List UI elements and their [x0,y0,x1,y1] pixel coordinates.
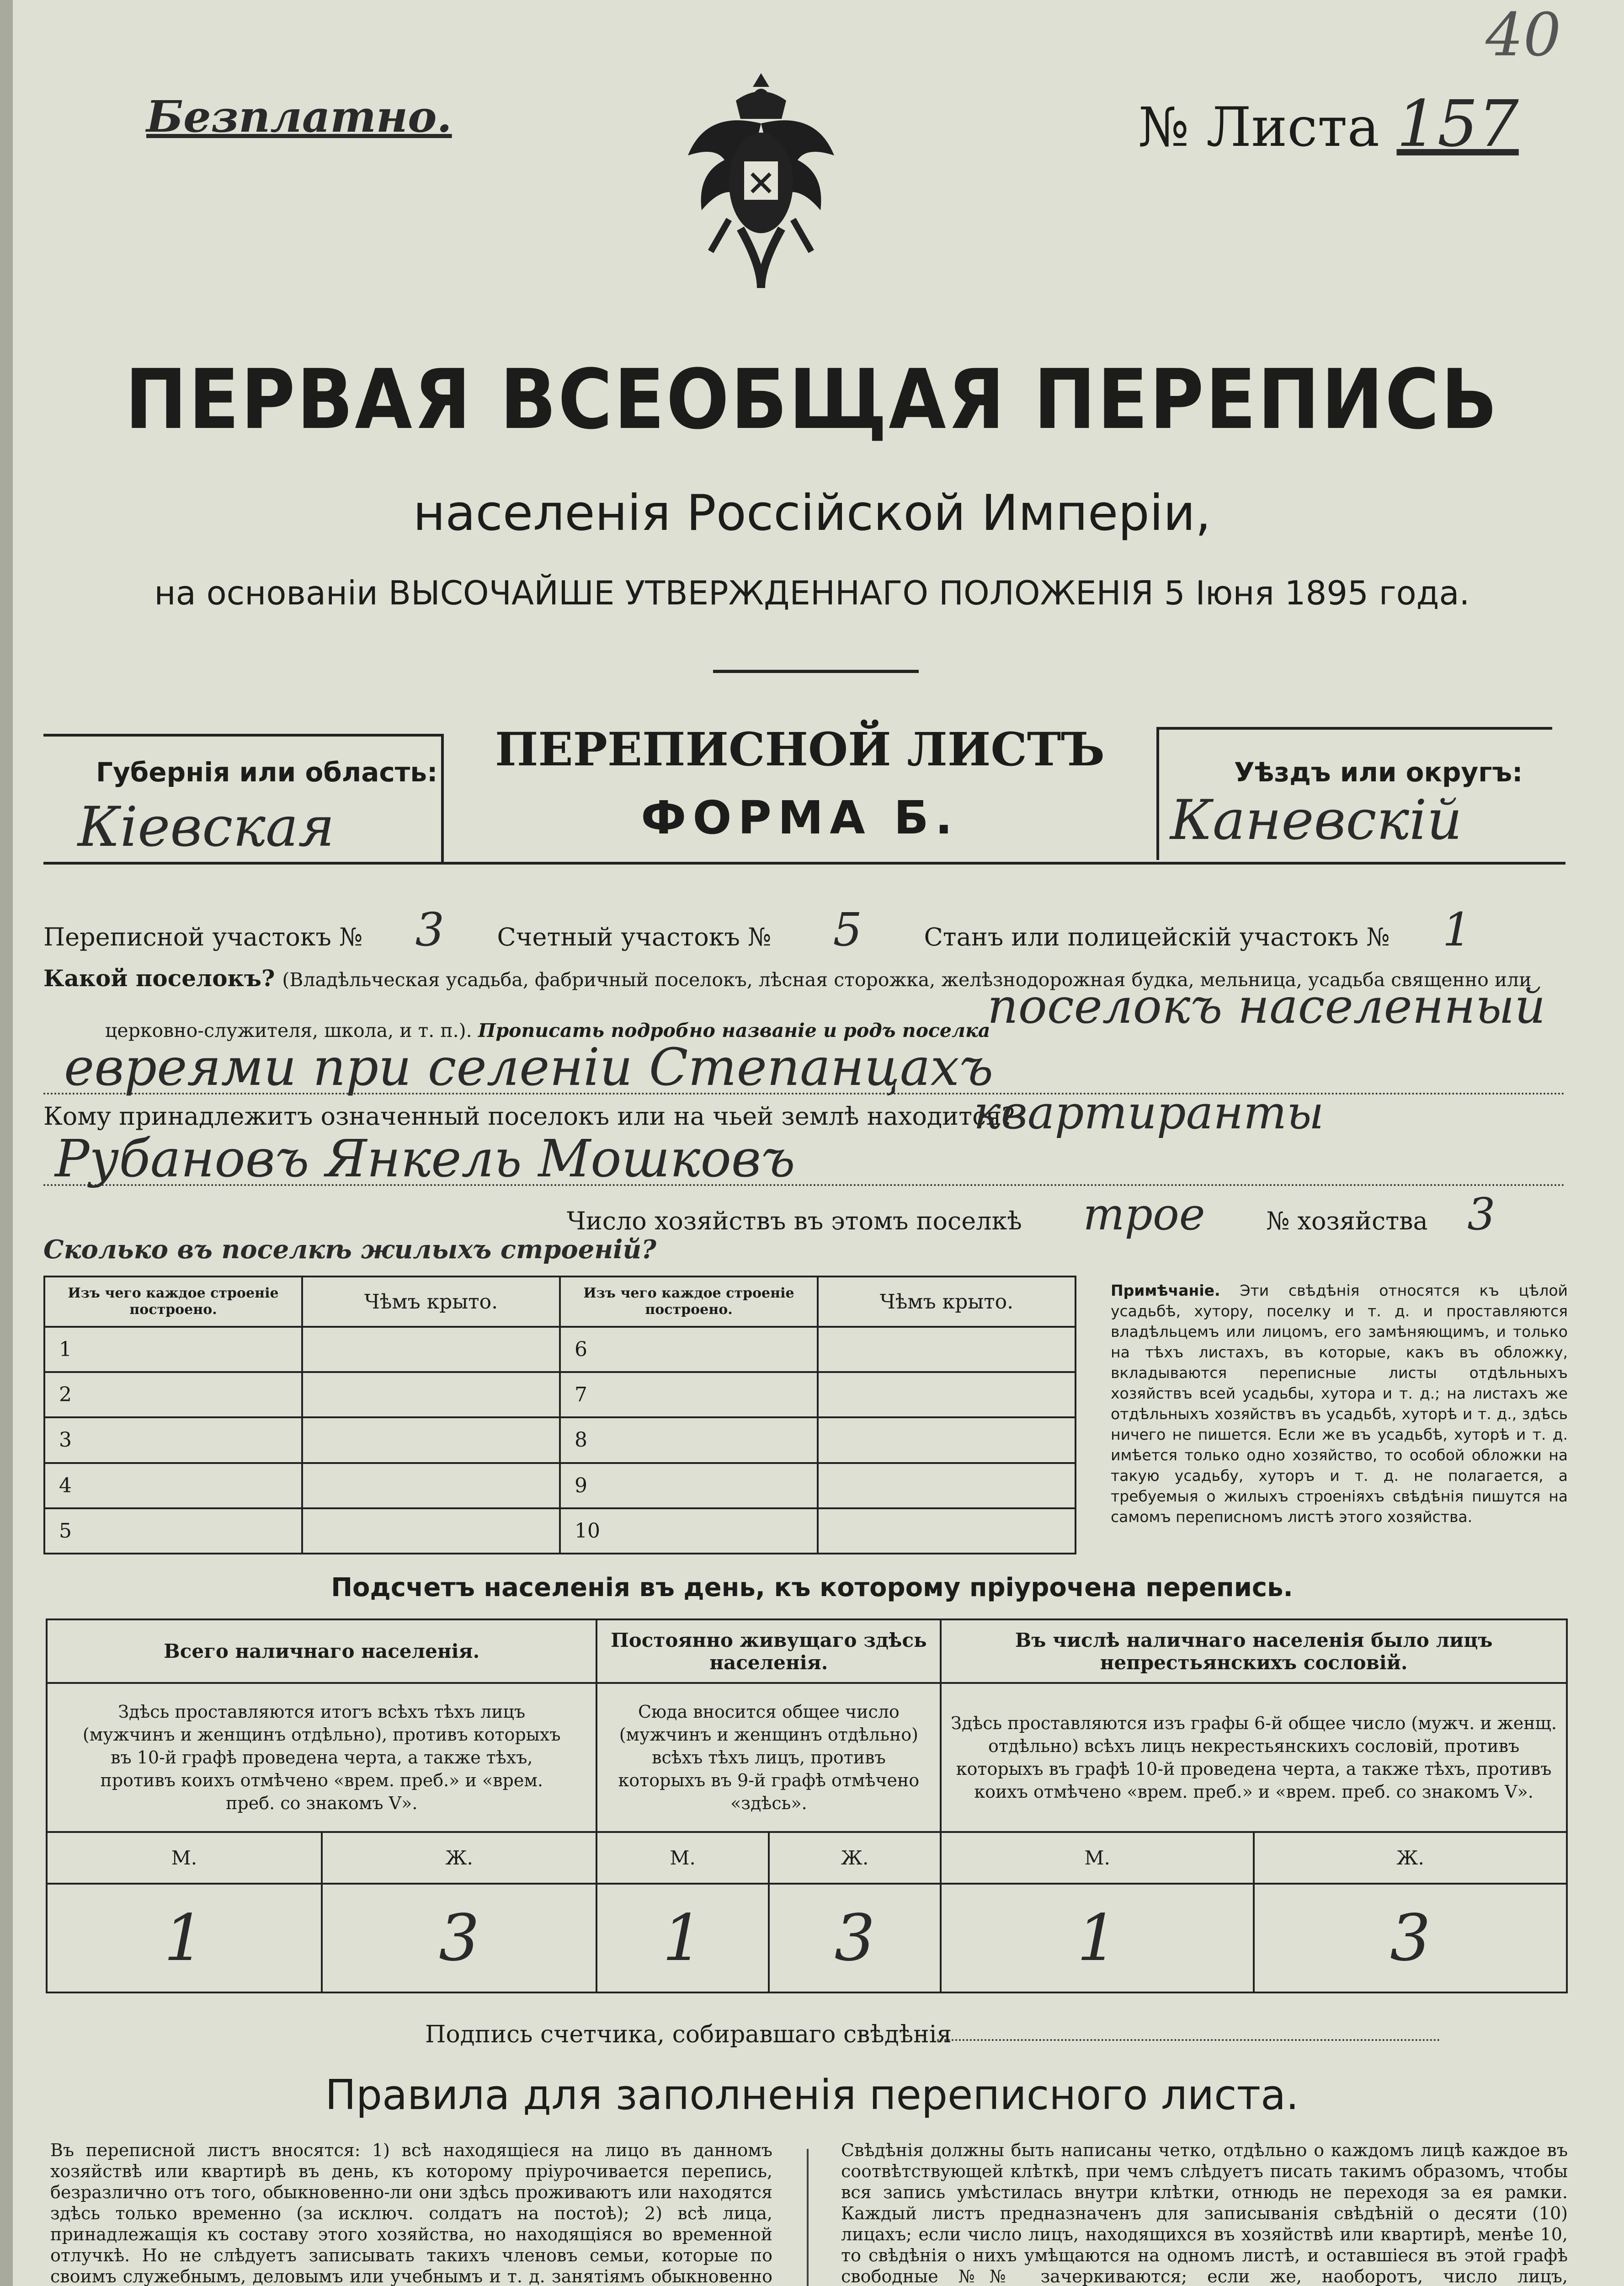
rules-left-column: Въ переписной листъ вносятся: 1) всѣ находящіеся на лицо въ данномъ хозяйствѣ или квартирѣ въ день, къ которому пріурочивается перепись, безразлично отъ того, обыкновенно-ли они здѣсь проживаютъ или находятся здѣсь только временно (за исключ. солдатъ на постоѣ); 2) всѣ лица, принадлежащія къ составу этого хозяйства, но находящіяся во временной отлучкѣ. Но не слѣдуетъ записывать такихъ членовъ семьи, которые по своимъ служебнымъ, деловымъ или учебнымъ и т. д. занятіямъ обыкновенно [50,2140,772,2286]
households-value: трое [1083,1189,1205,1240]
non-peasant-female: 3 [1254,1884,1567,1992]
sheet-no-label: № Листа [1138,96,1380,159]
non-peasant-header: Въ числѣ наличнаго населенія было лицъ непрестьянскихъ сословій. [941,1619,1567,1683]
count-district-label: Счетный участокъ № [497,923,772,951]
census-district-value: 3 [415,903,445,956]
households-line [567,1189,1527,1240]
building-roof-header-2: Чѣмъ крыто. [818,1277,1076,1327]
title-separator [713,670,919,673]
building-roof-cell [302,1463,560,1508]
building-roof-cell [818,1327,1076,1372]
settlement-hint-1: (Владѣльческая усадьба, фабричный поселокъ, лѣсная сторожка, желѣзнодорожная будка, мельница, усадьба священно или [282,969,1532,991]
signature-label: Подпись счетчика, собиравшаго свѣдѣнія [425,2021,952,2048]
census-district-label: Переписной участокъ № [43,923,363,951]
form-title: ПЕРЕПИСНОЙ ЛИСТЪ [495,722,1105,776]
building-roof-header: Чѣмъ крыто. [302,1277,560,1327]
building-roof-cell [302,1372,560,1417]
note-text: Эти свѣдѣнія относятся къ цѣлой усадьбѣ, хутору, поселку и т. д. и проставляются владѣльцемъ или лицомъ, его замѣняющимъ, и только на тѣхъ листахъ, въ которые, какъ въ обложку, вкладываются переписные листы отдѣльныхъ хозяйствъ всей усадьбы, хутора и т. д.; на листахъ же отдѣльныхъ хозяйствъ въ усадьбѣ, хуторѣ и т. д., здѣсь ничего не пишется. Если же въ усадьбѣ, хуторѣ и т. д. имѣется только одно хозяйство, то особой обложки на такую усадьбу, хуторъ и т. д. не полагается, а требуемыя о жилыхъ строеніяхъ свѣдѣнія пишутся на самомъ переписномъ листѣ этого хозяйства. [1111,1282,1568,1526]
building-roof-cell [818,1463,1076,1508]
building-row-number: 1 [44,1327,302,1372]
building-roof-cell [818,1417,1076,1463]
owner-underline [43,1184,1565,1186]
district-line [43,903,1517,956]
building-roof-cell [302,1327,560,1372]
building-row [44,1463,1076,1508]
total-present-male: 1 [47,1884,322,1992]
permanent-female: 3 [769,1884,941,1992]
stan-label: Станъ или полицейскій участокъ № [924,923,1390,951]
count-district-value: 5 [833,903,863,956]
building-row-number: 3 [44,1417,302,1463]
permanent-male: 1 [596,1884,768,1992]
rules-right-column: Свѣдѣнія должны быть написаны четко, отдѣльно о каждомъ лицѣ каждое въ соотвѣтствующей клѣткѣ, при чемъ слѣдуетъ писать такимъ образомъ, чтобы вся запись умѣстилась внутри клѣтки, отнюдь не переходя за ея рамки. Каждый листъ предназначенъ для записыванія свѣдѣній о десяти (10) лицахъ; если число лицъ, находящихся въ хозяйствѣ или квартирѣ, менѣе 10, то свѣдѣнія о нихъ умѣщаются на одномъ листѣ, и оставшіеся въ этой графѣ свободные №№ зачеркиваются; если же, наоборотъ, число лицъ, [841,2140,1568,2286]
building-roof-cell [818,1508,1076,1554]
signature-line [937,2039,1440,2041]
population-count-table [46,1618,1568,1993]
building-row [44,1417,1076,1463]
total-present-female: 3 [322,1884,597,1992]
non-peasant-male: 1 [941,1884,1254,1992]
free-label: Безплатно. [146,91,452,142]
stan-value: 1 [1442,903,1472,956]
buildings-table [43,1276,1076,1554]
non-peasant-desc: Здѣсь проставляются изъ графы 6-й общее число (мужч. и женщ. отдѣльно) всѣхъ лицъ некрестьянскихъ сословій, противъ которыхъ въ графѣ 10-й проведена черта, а также тѣхъ, противъ коихъ отмѣчено «врем. преб.» и «врем. преб. со знакомъ V». [941,1683,1567,1832]
page-edge-shadow [0,0,13,2286]
total-present-header: Всего наличнаго населенія. [47,1619,596,1683]
building-row-number: 7 [560,1372,818,1417]
owner-value-1: квартиранты [974,1086,1324,1139]
female-header: Ж. [1254,1832,1567,1884]
building-row-number: 9 [560,1463,818,1508]
male-header: М. [596,1832,768,1884]
buildings-label: Сколько въ поселкѣ жилыхъ строеній? [43,1234,656,1265]
settlement-hint-3: Прописать подробно названіе и родъ поселка [478,1020,990,1042]
building-row-number: 10 [560,1508,818,1554]
header-rule [43,862,1565,865]
building-row-number: 5 [44,1508,302,1554]
corner-number: 40 [1486,0,1561,69]
total-present-desc: Здѣсь проставляются итогъ всѣхъ тѣхъ лицъ (мужчинъ и женщинъ отдѣльно), противъ которыхъ въ 10-й графѣ проведена черта, а также тѣхъ, противъ коихъ отмѣчено «врем. преб.» и «врем. преб. со знакомъ V». [47,1683,596,1832]
settlement-value-2: евреями при селеніи Степанцахъ [64,1038,994,1097]
households-label: Число хозяйствъ въ этомъ поселкѣ [567,1207,1022,1235]
building-row [44,1508,1076,1554]
sheet-no-value: 157 [1396,87,1519,161]
female-header: Ж. [769,1832,941,1884]
female-header: Ж. [322,1832,597,1884]
guberniya-label: Губернія или область: [96,757,438,788]
uezd-value: Каневскій [1170,789,1462,852]
permanent-header: Постоянно живущаго здѣсь населенія. [596,1619,941,1683]
building-roof-cell [302,1508,560,1554]
building-row [44,1327,1076,1372]
sheet-number [1138,87,1519,161]
male-header: М. [941,1832,1254,1884]
building-roof-cell [818,1372,1076,1417]
imperial-eagle-emblem [686,64,836,293]
building-material-header: Изъ чего каждое строеніе построено. [44,1277,302,1327]
count-title: Подсчетъ населенія въ день, къ которому пріурочена перепись. [331,1573,1293,1602]
settlement-label: Какой поселокъ? [43,965,275,992]
settlement-value-1: поселокъ населенный [987,978,1546,1034]
permanent-desc: Сюда вносится общее число (мужчинъ и женщинъ отдѣльно) всѣхъ тѣхъ лицъ, противъ которыхъ въ 9-й графѣ отмѣчено «здѣсь». [596,1683,941,1832]
male-header: М. [47,1832,322,1884]
census-title: ПЕРВАЯ ВСЕОБЩАЯ ПЕРЕПИСЬ [125,352,1499,448]
building-row-number: 8 [560,1417,818,1463]
building-row [44,1372,1076,1417]
building-row-number: 2 [44,1372,302,1417]
building-row-number: 4 [44,1463,302,1508]
note-title: Примѣчаніе. [1111,1282,1220,1299]
legal-basis: на основаніи ВЫСОЧАЙШЕ УТВЕРЖДЕННАГО ПОЛОЖЕНІЯ 5 Іюня 1895 года. [154,574,1470,612]
household-no-label: № хозяйства [1266,1207,1428,1235]
owner-value-2: Рубановъ Янкель Мошковъ [55,1129,795,1189]
guberniya-value: Кіевская [78,796,335,859]
buildings-note [1111,1280,1568,1527]
settlement-hint-2: церковно-служителя, школа, и т. п.). [105,1020,472,1042]
household-no-value: 3 [1467,1189,1496,1240]
building-material-header-2: Изъ чего каждое строеніе построено. [560,1277,818,1327]
rules-title: Правила для заполненія переписного листа. [325,2071,1299,2119]
settlement-underline [43,1093,1565,1095]
uezd-label: Уѣздъ или округъ: [1234,757,1523,788]
building-row-number: 6 [560,1327,818,1372]
building-roof-cell [302,1417,560,1463]
owner-label: Кому принадлежитъ означенный поселокъ или на чьей землѣ находится? [43,1102,1015,1131]
census-subtitle: населенія Россійской Имперіи, [413,485,1211,542]
rules-column-divider [807,2149,809,2286]
form-name: ФОРМА Б. [641,791,959,844]
